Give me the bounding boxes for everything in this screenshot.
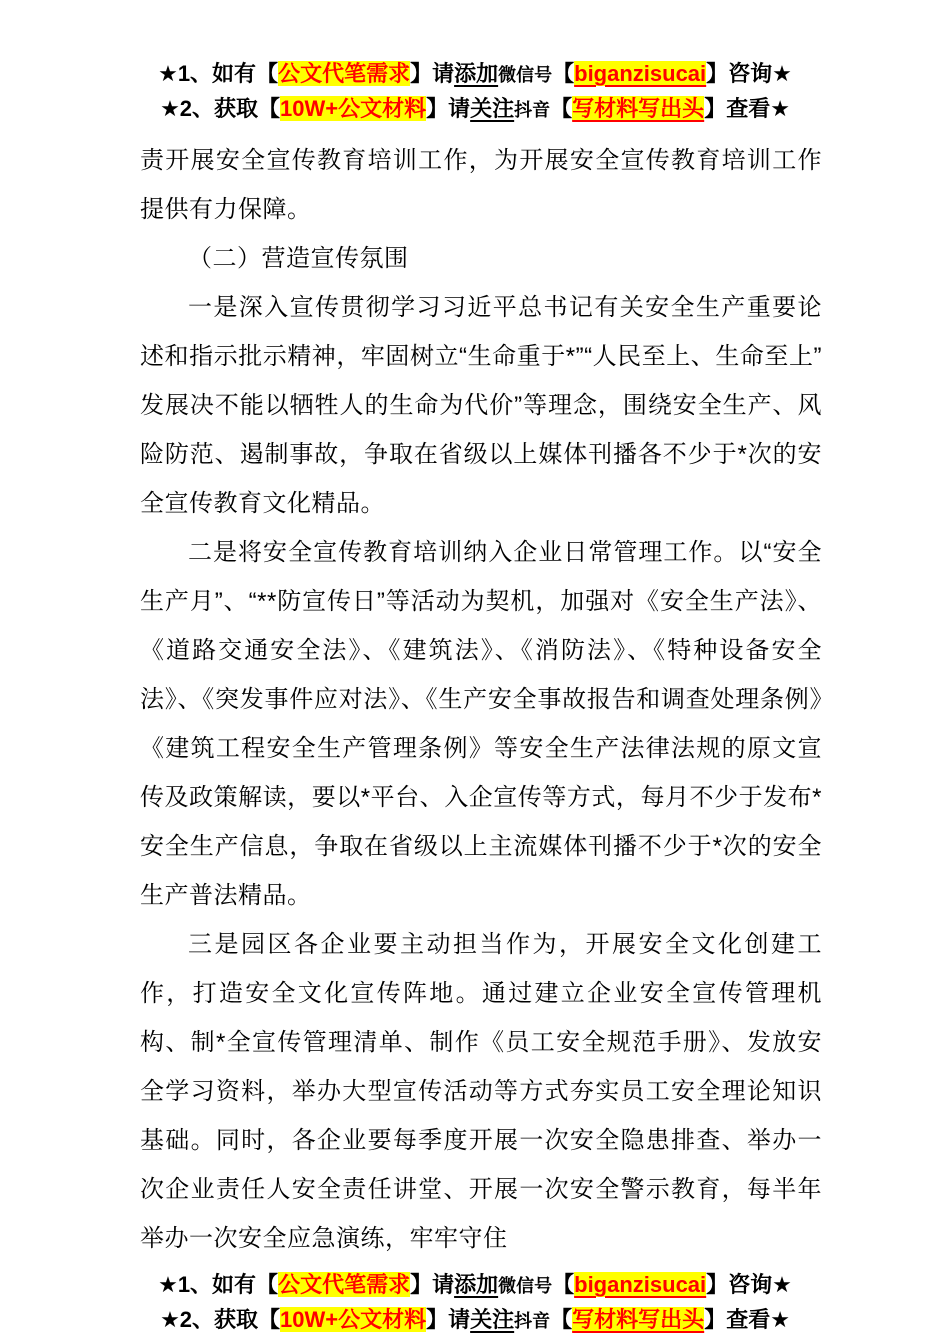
promo-segment: 微信号 xyxy=(498,65,553,85)
promo-segment: 关注 xyxy=(470,96,515,121)
promo-segment: 】请 xyxy=(410,61,455,86)
body-paragraph: 一是深入宣传贯彻学习习近平总书记有关安全生产重要论述和指示批示精神，牢固树立“生命重于*”“人民至上、生命至上”发展决不能以牺牲人的生命为代价”等理念，围绕安全生产、风险防范、遏制事故，争取在省级以上媒体刊播各不少于*次的安全宣传教育文化精品。 xyxy=(140,294,822,517)
body-paragraph: 三是园区各企业要主动担当作为，开展安全文化创建工作，打造安全文化宣传阵地。通过建立企业安全宣传管理机构、制*全宣传管理清单、制作《员工安全规范手册》、发放安全学习资料，举办大型宣传活动等方式夯实员工安全理论知识基础。同时，各企业要每季度开展一次安全隐患排查、举办一次企业责任人安全责任讲堂、开展一次安全警示教育，每半年举办一次安全应急演练，牢牢守住 xyxy=(140,931,822,1252)
body-paragraph: （二）营造宣传氛围 xyxy=(188,245,409,272)
promo-segment: ★2、获取【 xyxy=(160,96,281,121)
promo-segment: 】咨询★ xyxy=(706,61,792,86)
promo-segment: 】请 xyxy=(410,1272,455,1297)
promo-segment: biganzisucai xyxy=(574,1272,707,1297)
promo-segment: 【 xyxy=(552,61,575,86)
promo-segment: 】请 xyxy=(426,1307,471,1332)
body-paragraph: 二是将安全宣传教育培训纳入企业日常管理工作。以“安全生产月”、“**防宣传日”等活动为契机，加强对《安全生产法》、《道路交通安全法》、《建筑法》、《消防法》、《特种设备安全法》、《突发事件应对法》、《生产安全事故报告和调查处理条例》《建筑工程安全生产管理条例》等安全生产法律法规的原文宣传及政策解读，要以*平台、入企宣传等方式，每月不少于发布*安全生产信息，争取在省级以上主流媒体刊播不少于*次的安全生产普法精品。 xyxy=(140,539,822,909)
promo-segment: 【 xyxy=(550,96,573,121)
promo-segment: biganzisucai xyxy=(574,61,707,86)
header-promo-banner xyxy=(0,0,950,127)
document-body xyxy=(0,136,950,1263)
promo-segment: ★2、获取【 xyxy=(160,1307,281,1332)
promo-segment: 关注 xyxy=(470,1307,515,1332)
promo-segment: 10W+公文材料 xyxy=(280,1307,427,1332)
promo-segment: ★1、如有【 xyxy=(158,61,279,86)
promo-segment: 写材料写出头 xyxy=(572,96,705,121)
promo-segment: 】咨询★ xyxy=(706,1272,792,1297)
promo-segment: 添加 xyxy=(454,61,499,86)
body-paragraph: 责开展安全宣传教育培训工作，为开展安全宣传教育培训工作提供有力保障。 xyxy=(140,147,822,223)
promo-segment: 微信号 xyxy=(498,1276,553,1296)
promo-segment: 】查看★ xyxy=(704,96,790,121)
promo-segment: ★1、如有【 xyxy=(158,1272,279,1297)
promo-segment: 公文代笔需求 xyxy=(278,1272,411,1297)
promo-line-2 xyxy=(0,92,950,127)
promo-segment: 抖音 xyxy=(514,1311,551,1331)
promo-segment: 公文代笔需求 xyxy=(278,61,411,86)
promo-line-2 xyxy=(0,1303,950,1338)
promo-segment: 【 xyxy=(552,1272,575,1297)
promo-line-1 xyxy=(0,57,950,92)
promo-segment: 抖音 xyxy=(514,100,551,120)
promo-segment: 写材料写出头 xyxy=(572,1307,705,1332)
promo-line-1 xyxy=(0,1268,950,1303)
promo-segment: 【 xyxy=(550,1307,573,1332)
promo-segment: 10W+公文材料 xyxy=(280,96,427,121)
promo-segment: 添加 xyxy=(454,1272,499,1297)
promo-segment: 】请 xyxy=(426,96,471,121)
promo-segment: 】查看★ xyxy=(704,1307,790,1332)
footer-promo-banner xyxy=(0,1268,950,1338)
